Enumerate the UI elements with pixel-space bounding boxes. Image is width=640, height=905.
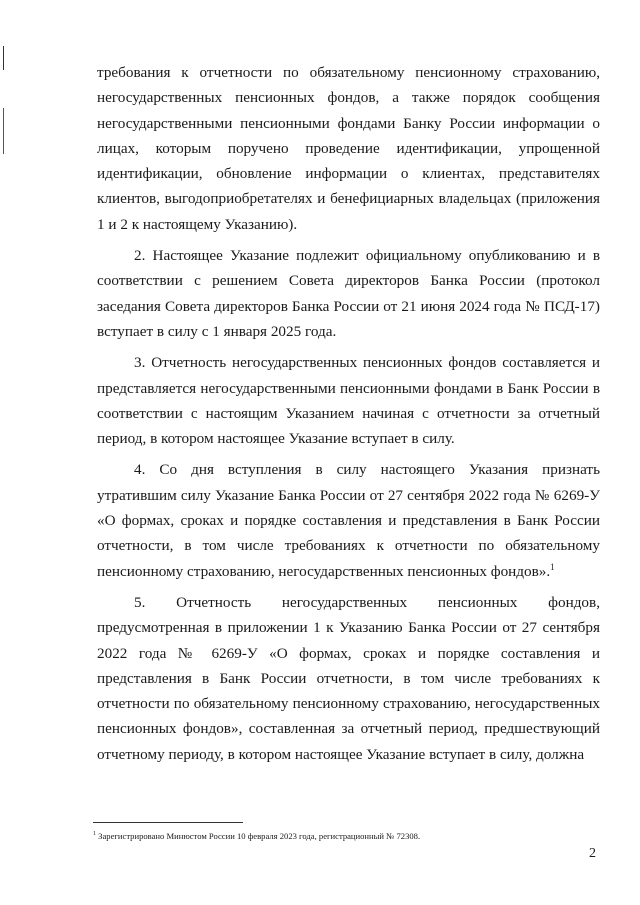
footnote-text: Зарегистрировано Минюстом России 10 февраля 2023 года, регистрационный № 72308. — [98, 831, 421, 841]
footnote-marker: 1 — [93, 831, 96, 838]
paragraph-4-text: 4. Со дня вступления в силу настоящего Указания признать утратившим силу Указание Банка России от 27 сентября 2022 года № 6269-У «О формах, сроках и порядке составления и представления в Банк России отчетности, в том числе требованиях к отчетности по обязательному пенсионному страхованию, негосударственных пенсионных фондов» — [97, 461, 600, 580]
footnote-reference: 1 — [550, 561, 555, 572]
paragraph-continuation: требования к отчетности по обязательному пенсионному страхованию, негосударственных пенсионных фондов, а также порядок сообщения негосударственными пенсионными фондами Банку России информации о лицах, которым поручено проведение идентификации, упрощенной идентификации, обновление информации о клиентах, представителях клиентов, выгодоприобретателях и бенефициарных владельцах (приложения 1 и 2 к настоящему Указанию). — [97, 64, 600, 233]
paragraph-2: 2. Настоящее Указание подлежит официальному опубликованию и в соответствии с решением Совета директоров Банка России (протокол заседания Совета директоров Банка России от 21 июня 2024 года № ПСД-17) вступает в силу с 1 января 2025 года. — [97, 247, 600, 340]
document-body — [97, 60, 600, 767]
scan-edge-mark — [3, 46, 4, 70]
paragraph-4: 4. Со дня вступления в силу настоящего Указания признать утратившим силу Указание Банка России от 27 сентября 2022 года № 6269-У «О формах, сроках и порядке составления и представления в Банк России отчетности, в том числе требованиях к отчетности по обязательному пенсионному страхованию, негосударственных пенсионных фондов».$^1$ — [97, 461, 600, 580]
scan-edge-mark — [3, 108, 4, 154]
paragraph-5: 5. Отчетность негосударственных пенсионных фондов, предусмотренная в приложении 1 к Указанию Банка России от 27 сентября 2022 года № 6269-У «О формах, сроках и порядке составления и представления в Банк России отчетности, в том числе требованиях к отчетности по обязательному пенсионному страхованию, негосударственных пенсионных фондов», составленная за отчетный период, предшествующий отчетному периоду, в котором настоящее Указание вступает в силу, должна — [97, 593, 600, 763]
page-number: 2 — [589, 846, 596, 861]
footnote-divider — [93, 822, 243, 823]
footnote — [93, 830, 600, 842]
paragraph-3: 3. Отчетность негосударственных пенсионных фондов составляется и представляется негосударственными пенсионными фондами в Банк России в соответствии с настоящим Указанием начиная с отчетности за отчетный период, в котором настоящее Указание вступает в силу. — [97, 354, 600, 448]
